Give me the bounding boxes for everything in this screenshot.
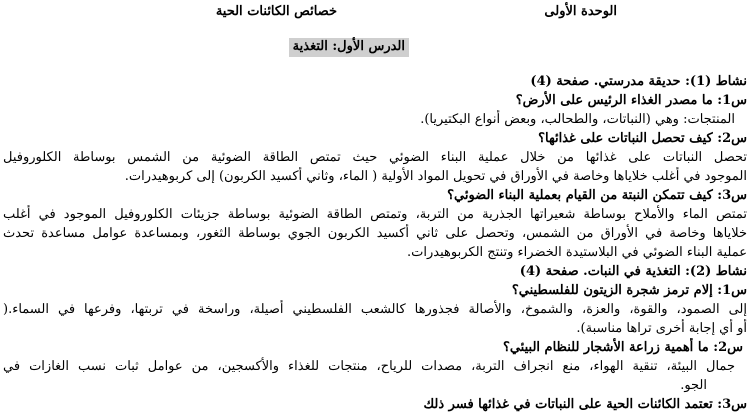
question-1-3: س3: كيف تتمكن النبتة من القيام بعملية البناء الضوئي؟ <box>447 188 747 203</box>
answer-2-2-line-2: الجو. <box>680 378 707 393</box>
answer-2-1-line-2: أو أي إجابة أخرى تراها مناسبة). <box>576 321 747 336</box>
activity-2-heading: نشاط (2): التغذية في النبات. صفحة (4) <box>519 264 747 279</box>
topic-heading: خصائص الكائنات الحية <box>215 4 337 19</box>
answer-2-1-line-1: إلى الصمود، والقوة، والعزة، والشموخ، والأصالة فجذورها كالشعب الفلسطيني أصيلة، وراسخة في تربتها، وفرعها في السماء.( <box>3 302 747 317</box>
question-2-1: س1: إلام ترمز شجرة الزيتون للفلسطيني؟ <box>511 283 747 298</box>
unit-heading: الوحدة الأولى <box>544 4 617 19</box>
question-1-2: س2: كيف تحصل النباتات على غذائها؟ <box>538 131 747 146</box>
question-2-2: س2: ما أهمية زراعة الأشجار للنظام البيئي؟ <box>502 340 743 355</box>
answer-2-2-line-1: جمال البيئة، تنقية الهواء، منع انجراف التربة، مصدات للرياح، منتجات للغذاء والأكسجين، من عوامل ثبات نسب الغازات في <box>3 359 735 374</box>
answer-1-3-line-2: خلاياها وخاصة في الأوراق من الشمس، وتحصل على ثاني أكسيد الكربون الجوي بوساطة الثغور، وبمساعدة عوامل مساعدة تحدث <box>3 226 747 241</box>
answer-1-1: المنتجات: وهي (النباتات، والطحالب، وبعض أنواع البكتيريا). <box>420 112 735 127</box>
question-1-1: س1: ما مصدر الغذاء الرئيس على الأرض؟ <box>515 93 747 108</box>
lesson-title: الدرس الأول: التغذية <box>289 38 409 57</box>
answer-1-3-line-3: عملية البناء الضوئي في البلاستيدة الخضراء وتنتج الكربوهيدرات. <box>407 245 747 260</box>
answer-1-2-line-2: الموجود في أغلب خلاياها وخاصة في الأوراق في تحويل المواد الأولية ( الماء، وثاني أكسيد الكربون) إلى كربوهيدرات. <box>124 169 747 184</box>
question-2-3: س3: تعتمد الكائنات الحية على النباتات في غذائها فسر ذلك <box>423 397 747 412</box>
activity-1-heading: نشاط (1): حديقة مدرستي. صفحة (4) <box>530 74 747 89</box>
answer-1-3-line-1: تمتص الماء والأملاح بوساطة شعيراتها الجذرية من التربة، وتمتص الطاقة الضوئية بوساطة جزيئات الكلوروفيل الموجود في أغلب <box>3 207 747 222</box>
lesson-content <box>3 72 747 414</box>
answer-1-2-line-1: تحصل النباتات على غذائها من خلال عملية البناء الضوئي حيث تمتص الطاقة الضوئية من الشمس بوساطة الكلوروفيل <box>3 150 747 165</box>
